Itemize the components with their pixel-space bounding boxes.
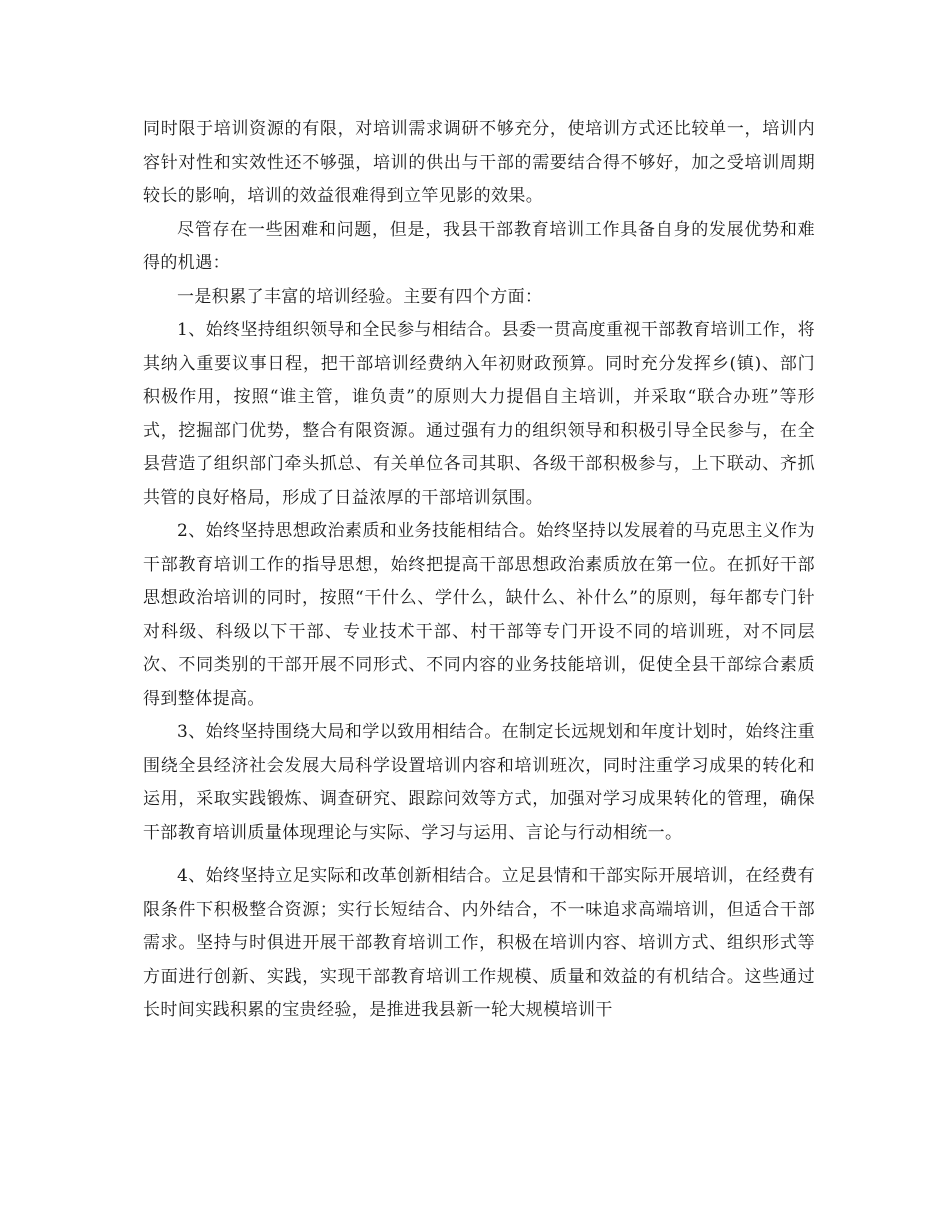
paragraph-point-1: 1、始终坚持组织领导和全民参与相结合。县委一贯高度重视干部教育培训工作，将其纳入重要议事日程，把干部培训经费纳入年初财政预算。同时充分发挥乡(镇)、部门积极作用，按照“谁主管，谁负责”的原则大力提倡自主培训，并采取“联合办班”等形式，挖掘部门优势，整合有限资源。通过强有力的组织领导和积极引导全民参与，在全县营造了组织部门牵头抓总、有关单位各司其职、各级干部积极参与，上下联动、齐抓共管的良好格局，形成了日益浓厚的干部培训氛围。 <box>143 320 815 508</box>
paragraph-opportunities-intro: 尽管存在一些困难和问题，但是，我县干部教育培训工作具备自身的发展优势和难得的机遇： <box>143 219 815 273</box>
paragraph-point-4: 4、始终坚持立足实际和改革创新相结合。立足县情和干部实际开展培训，在经费有限条件下积极整合资源；实行长短结合、内外结合，不一味追求高端培训，但适合干部需求。坚持与时俱进开展干部教育培训工作，积极在培训内容、培训方式、组织形式等方面进行创新、实践，实现干部教育培训工作规模、质量和效益的有机结合。这些通过长时间实践积累的宝贵经验，是推进我县新一轮大规模培训干 <box>143 866 815 1020</box>
document-body <box>143 113 815 1028</box>
paragraph-point-3: 3、始终坚持围绕大局和学以致用相结合。在制定长远规划和年度计划时，始终注重围绕全县经济社会发展大局科学设置培训内容和培训班次，同时注重学习成果的转化和运用，采取实践锻炼、调查研究、跟踪问效等方式，加强对学习成果转化的管理，确保干部教育培训质量体现理论与实际、学习与运用、言论与行动相统一。 <box>143 722 815 843</box>
paragraph-point-2: 2、始终坚持思想政治素质和业务技能相结合。始终坚持以发展着的马克思主义作为干部教育培训工作的指导思想，始终把提高干部思想政治素质放在第一位。在抓好干部思想政治培训的同时，按照“干什么、学什么，缺什么、补什么”的原则，每年都专门针对科级、科级以下干部、专业技术干部、村干部等专门开设不同的培训班，对不同层次、不同类别的干部开展不同形式、不同内容的业务技能培训，促使全县干部综合素质得到整体提高。 <box>143 521 815 709</box>
paragraph-continuation: 同时限于培训资源的有限，对培训需求调研不够充分，使培训方式还比较单一，培训内容针对性和实效性还不够强，培训的供出与干部的需要结合得不够好，加之受培训周期较长的影响，培训的效益很难得到立竿见影的效果。 <box>143 119 815 206</box>
paragraph-experience-heading: 一是积累了丰富的培训经验。主要有四个方面： <box>177 286 543 307</box>
